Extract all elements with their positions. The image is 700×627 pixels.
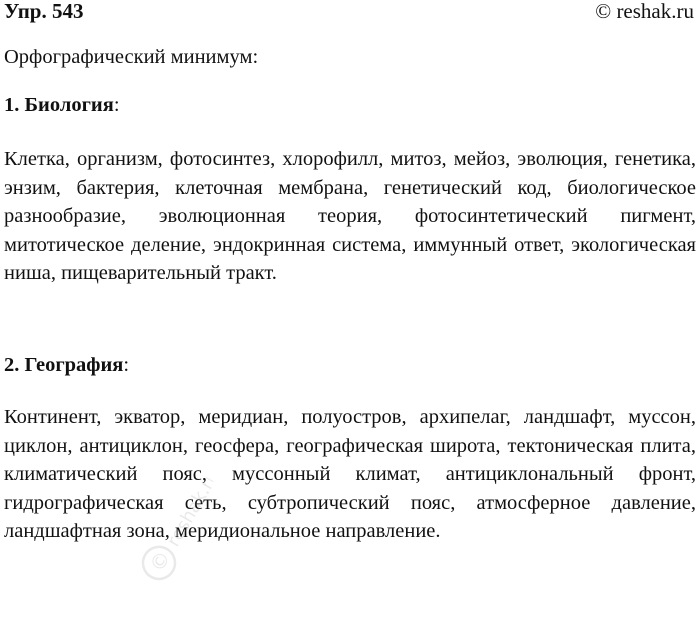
section-title-geography: [4, 354, 129, 377]
geography-terms-paragraph: Континент, экватор, меридиан, полуостров, архипелаг, ландшафт, муссон, циклон, антициклон, геосфера, географическая широта, тектоническая плита, климатический пояс, муссонный климат, антициклональный фронт, гидрографическая сеть, субтропический пояс, атмосферное давление, ландшафтная зона, меридиональное направление.: [4, 406, 696, 543]
section-title-geography-label: 2. География: [4, 354, 124, 376]
svg-text:©: ©: [144, 546, 176, 576]
watermark-text: reshak.ru: [163, 466, 224, 551]
section-title-geography-colon: :: [123, 354, 130, 376]
section-title-biology-colon: :: [113, 94, 120, 116]
biology-terms-paragraph: Клетка, организм, фотосинтез, хлорофилл, митоз, мейоз, эволюция, генетика, энзим, бактерия, клеточная мембрана, генетический код, биологическое разнообразие, эволюционная теория, фотосинтетический пигмент, митотическое деление, эндокринная система, иммунный ответ, экологическая ниша, пищеварительный тракт.: [4, 148, 696, 285]
section-title-biology-label: 1. Биология: [4, 94, 114, 116]
copyright-notice: © reshak.ru: [595, 0, 694, 23]
intro-text: Орфографический минимум:: [4, 46, 259, 68]
page-header: [4, 0, 694, 26]
exercise-title: Упр. 543: [4, 0, 84, 23]
section-title-biology: [4, 94, 120, 117]
